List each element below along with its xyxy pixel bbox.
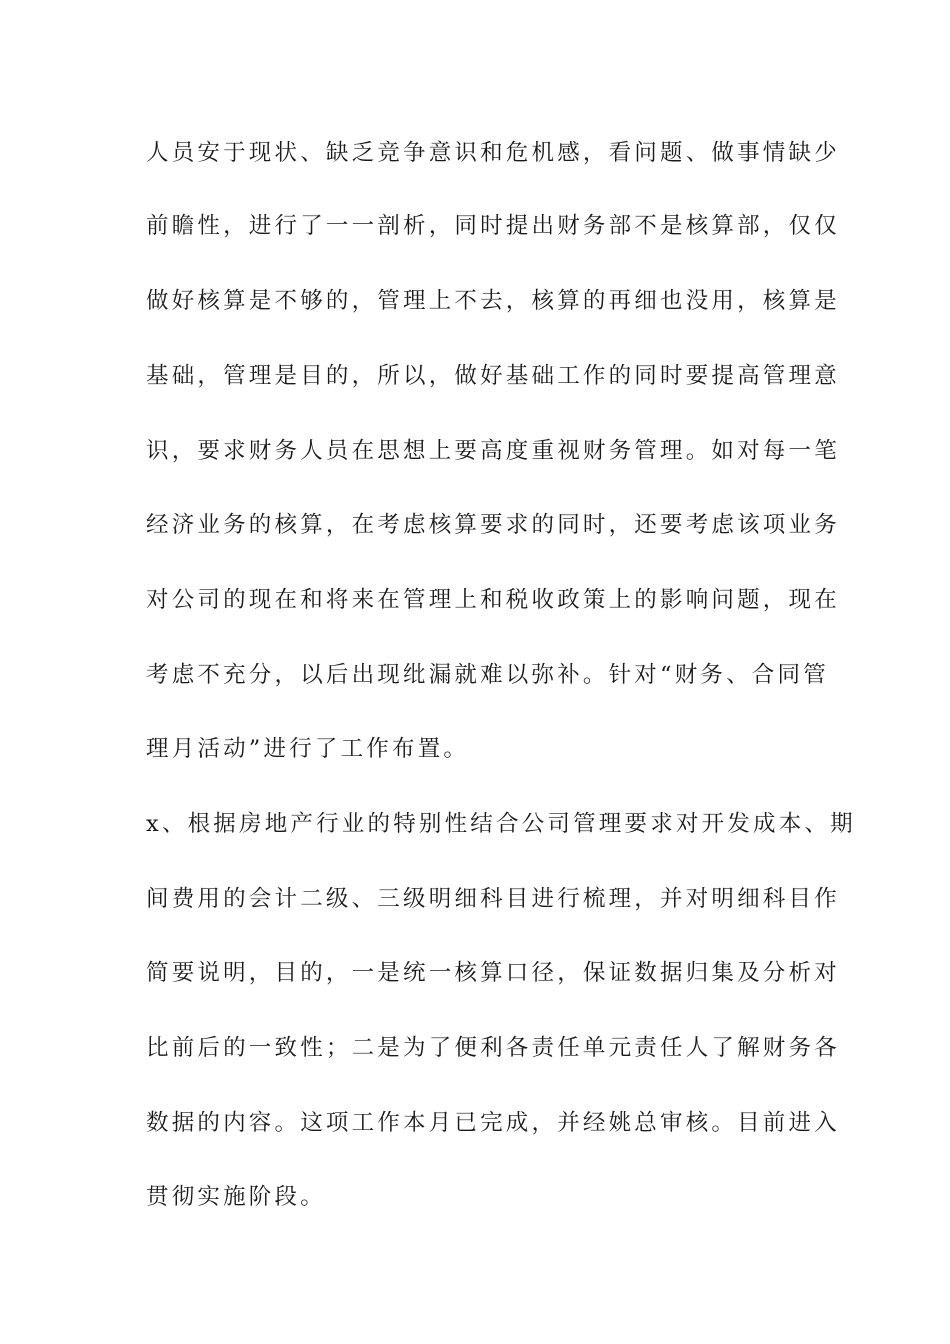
text-line: 前瞻性，进行了一一剖析，同时提出财务部不是核算部，仅仅 [146,213,840,239]
text-line: 人员安于现状、缺乏竞争意识和危机感，看问题、做事情缺少 [146,140,840,166]
text-line: 贯彻实施阶段。 [146,1184,326,1210]
text-line: 数据的内容。这项工作本月已完成，并经姚总审核。目前进入 [146,1110,840,1136]
text-line: 简要说明，目的，一是统一核算口径，保证数据归集及分析对 [146,960,840,986]
text-line: 识，要求财务人员在思想上要高度重视财务管理。如对每一笔 [146,438,840,464]
text-line: 做好核算是不够的，管理上不去，核算的再细也没用，核算是 [146,288,840,314]
text-line: 理月活动”进行了工作布置。 [146,736,470,762]
text-line: 经济业务的核算，在考虑核算要求的同时，还要考虑该项业务 [146,512,840,538]
text-line: 考虑不充分，以后出现纰漏就难以弥补。针对“财务、合同管 [146,662,829,688]
text-line: 比前后的一致性；二是为了便利各责任单元责任人了解财务各 [146,1035,840,1061]
text-line: 对公司的现在和将来在管理上和税收政策上的影响问题，现在 [146,587,840,613]
text-line: 基础，管理是目的，所以，做好基础工作的同时要提高管理意 [146,363,840,389]
text-line: 间费用的会计二级、三级明细科目进行梳理，并对明细科目作 [146,886,840,912]
text-line: x、根据房地产行业的特别性结合公司管理要求对开发成本、期 [146,811,856,837]
